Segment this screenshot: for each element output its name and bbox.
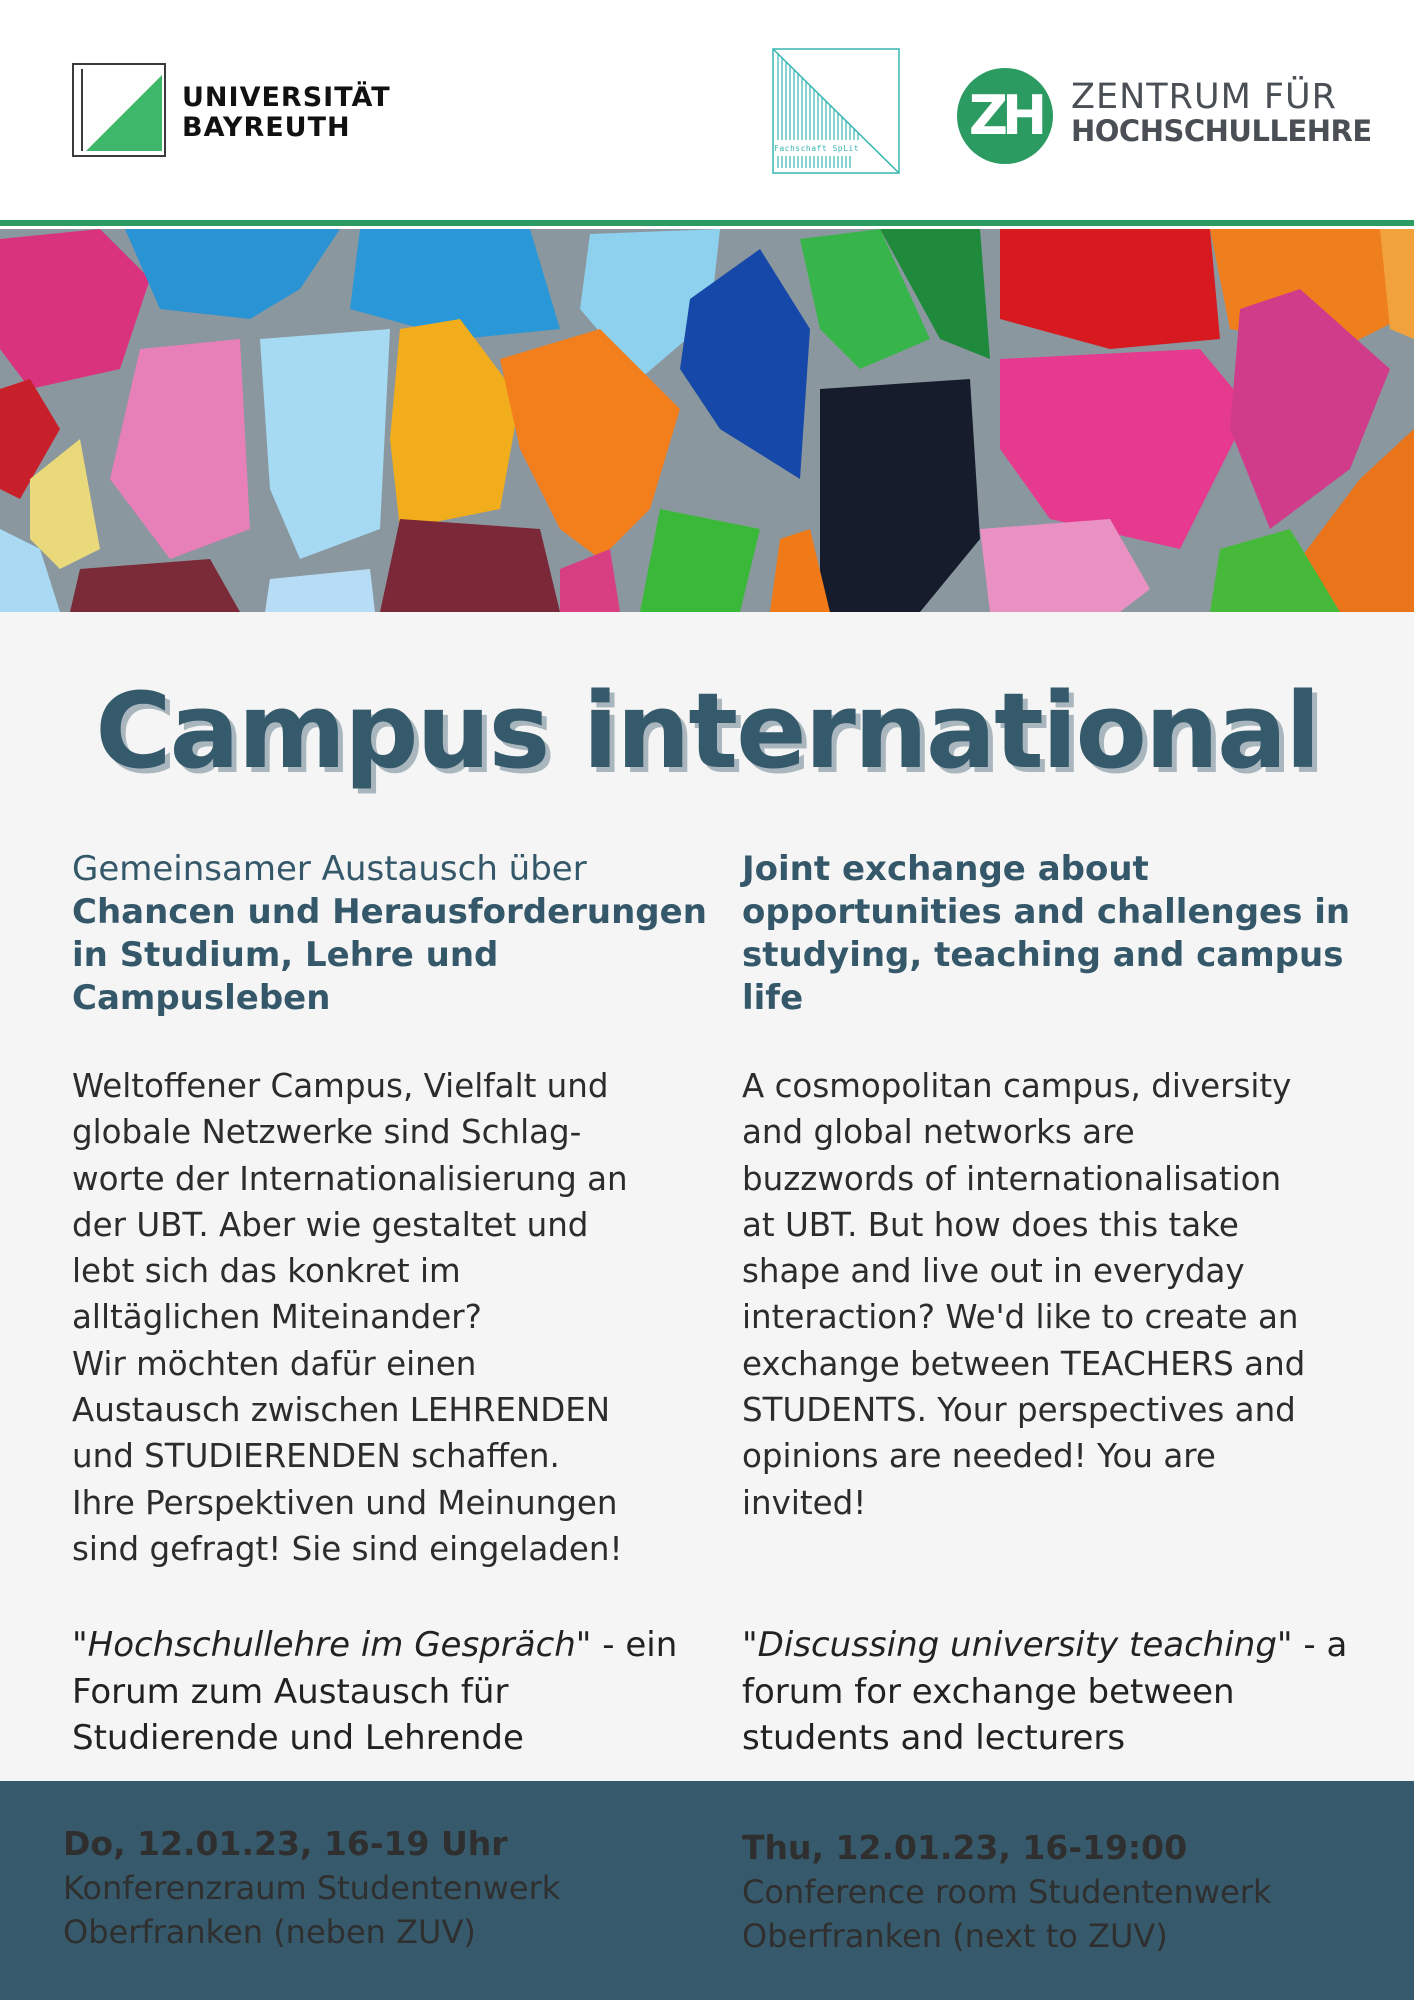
event-location-english: Conference room Studentenwerk Oberfranken (next to ZUV) — [742, 1873, 1272, 1955]
zhl-logo-mark — [955, 66, 1055, 166]
zhl-logo-mark-text: ZH — [968, 84, 1042, 147]
lead-english-bold: Joint exchange about opportunities and challenges in studying, teaching and campus life — [742, 849, 1351, 1018]
lead-german — [72, 848, 712, 1020]
forum-description-english — [742, 1622, 1392, 1762]
page-title: Campus international — [95, 670, 1319, 792]
event-date-english: Thu, 12.01.23, 16-19:00 — [742, 1828, 1188, 1867]
event-info-german — [63, 1822, 703, 1954]
forum-description-german — [72, 1622, 722, 1762]
ubt-logo-text: UNIVERSITÄT BAYREUTH — [182, 82, 391, 143]
event-date-german: Do, 12.01.23, 16-19 Uhr — [63, 1824, 508, 1863]
lead-german-bold: Chancen und Herausforderungen in Studium, Lehre und Campusleben — [72, 892, 707, 1018]
event-info-english — [742, 1826, 1382, 1958]
forum-title-german: "Hochschullehre im Gespräch" — [72, 1625, 592, 1665]
fachschaft-split-logo — [772, 48, 900, 174]
body-text-english: A cosmopolitan campus, diversity and global networks are buzzwords of internationalisation at UBT. But how does this take shape and live out in everyday interaction? We'd like to create an exchange between TEACHERS and STUDENTS. Your perspectives and opinions are needed! You are invited! — [742, 1067, 1306, 1522]
zhl-logo-text: ZENTRUM FÜR HOCHSCHULLEHRE — [1071, 77, 1372, 148]
forum-rest-english: - a forum for exchange between students and lecturers — [742, 1625, 1348, 1758]
event-location-german: Konferenzraum Studentenwerk Oberfranken (neben ZUV) — [63, 1869, 561, 1951]
body-text-german: Weltoffener Campus, Vielfalt und globale Netzwerke sind Schlag- worte der Internationalisierung an der UBT. Aber wie gestaltet und lebt sich das konkret im alltäglichen Miteinander? Wir möchten dafür einen Austausch zwischen LEHRENDEN und STUDIERENDEN schaffen. Ihre Perspektiven und Meinungen sind gefragt! Sie sind eingeladen! — [72, 1067, 628, 1568]
header — [0, 0, 1414, 220]
lead-english — [742, 848, 1362, 1020]
ubt-logo-mark — [72, 63, 166, 157]
forum-rest-german: - ein Forum zum Austausch für Studierende und Lehrende — [72, 1625, 678, 1758]
forum-title-english: "Discussing university teaching" — [742, 1625, 1293, 1665]
lead-german-light: Gemeinsamer Austausch über — [72, 849, 587, 889]
zentrum-fuer-hochschullehre-logo — [955, 66, 1375, 166]
universitaet-bayreuth-logo — [72, 63, 391, 159]
fachschaft-logo-text: Fachschaft SpLit — [774, 144, 860, 153]
mosaic-banner-image — [0, 229, 1414, 612]
